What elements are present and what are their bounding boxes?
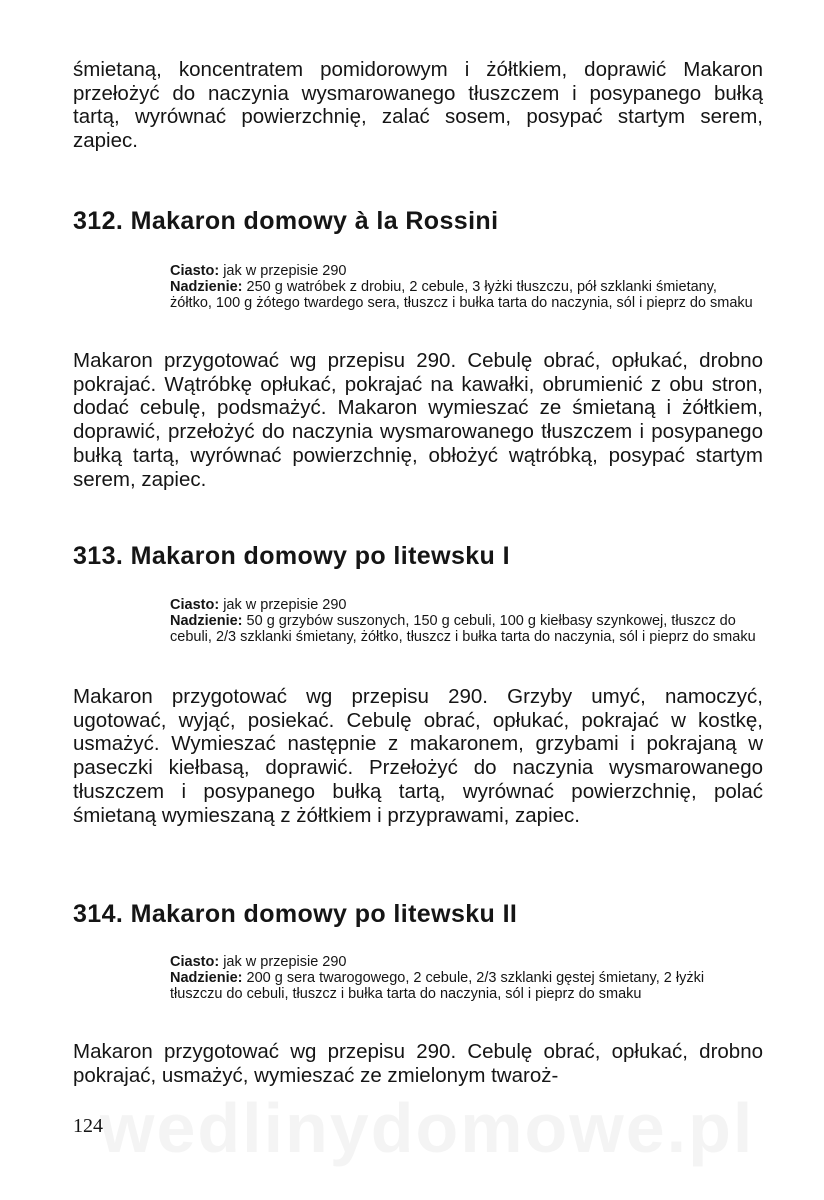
recipe-312-title: 312. Makaron domowy à la Rossini xyxy=(73,207,499,235)
ciasto-text: jak w przepisie 290 xyxy=(223,954,347,970)
intro-paragraph: śmietaną, koncentratem pomidorowym i żółtkiem, doprawić Makaron przełożyć do naczynia wysmarowanego tłuszczem i posypanego bułką tartą, wyrównać powierzchnię, zalać sosem, posypać startym serem, zapiec. xyxy=(73,58,763,153)
nadzienie-label: Nadzienie: xyxy=(170,970,243,987)
ciasto-label: Ciasto: xyxy=(170,597,220,613)
nadzienie-line xyxy=(170,279,758,311)
ciasto-line xyxy=(170,597,758,613)
recipe-313-ingredients xyxy=(170,597,758,646)
ciasto-line xyxy=(170,954,758,970)
recipe-314-ingredients xyxy=(170,954,758,1003)
nadzienie-line xyxy=(170,970,758,1002)
nadzienie-text: 50 g grzybów suszonych, 150 g cebuli, 100 g kiełbasy szynkowej, tłuszcz do cebuli, 2/3 szklanki śmietany, żółtko, tłuszcz i bułka tarta do naczynia, sól i pieprz do smaku xyxy=(170,613,756,646)
nadzienie-label: Nadzienie: xyxy=(170,279,243,296)
recipe-314-method: Makaron przygotować wg przepisu 290. Cebulę obrać, opłukać, drobno pokrajać, usmażyć, wymieszać ze zmielonym twaroż- xyxy=(73,1040,763,1087)
nadzienie-line xyxy=(170,613,758,645)
recipe-313-title: 313. Makaron domowy po litewsku I xyxy=(73,542,510,570)
ciasto-text: jak w przepisie 290 xyxy=(223,263,347,279)
ciasto-text: jak w przepisie 290 xyxy=(223,597,347,613)
recipe-312-method: Makaron przygotować wg przepisu 290. Cebulę obrać, opłukać, drobno pokrajać. Wątróbkę opłukać, pokrajać na kawałki, obrumienić z obu stron, dodać cebulę, podsmażyć. Makaron wymieszać ze śmietaną i żółtkiem, doprawić, przełożyć do naczynia wysmarowanego tłuszczem i posypanego bułką tartą, wyrównać powierzchnię, obłożyć wątróbką, posypać startym serem, zapiec. xyxy=(73,349,763,491)
page-number: 124 xyxy=(73,1115,103,1137)
ciasto-label: Ciasto: xyxy=(170,263,220,279)
recipe-313-method: Makaron przygotować wg przepisu 290. Grzyby umyć, namoczyć, ugotować, wyjąć, posiekać. Cebulę obrać, opłukać, pokrajać w kostkę, usmażyć. Wymieszać następnie z makaronem, grzybami i pokrajaną w paseczki kiełbasą, doprawić. Przełożyć do naczynia wysmarowanego tłuszczem i posypanego bułką tartą, wyrównać powierzchnię, polać śmietaną wymieszaną z żółtkiem i przyprawami, zapiec. xyxy=(73,685,763,827)
recipe-314-title: 314. Makaron domowy po litewsku II xyxy=(73,900,518,928)
ciasto-label: Ciasto: xyxy=(170,954,220,970)
nadzienie-text: 200 g sera twarogowego, 2 cebule, 2/3 szklanki gęstej śmietany, 2 łyżki tłuszczu do cebuli, tłuszcz i bułka tarta do naczynia, sól i pieprz do smaku xyxy=(170,970,705,1003)
nadzienie-label: Nadzienie: xyxy=(170,613,243,630)
nadzienie-text: 250 g watróbek z drobiu, 2 cebule, 3 łyżki tłuszczu, pół szklanki śmietany, żółtko, 100 g żótego twardego sera, tłuszcz i bułka tarta do naczynia, sól i pieprz do smaku xyxy=(170,279,753,312)
watermark: wedlinydomowe.pl xyxy=(100,1089,755,1167)
recipe-312-ingredients xyxy=(170,263,758,312)
ciasto-line xyxy=(170,263,758,279)
